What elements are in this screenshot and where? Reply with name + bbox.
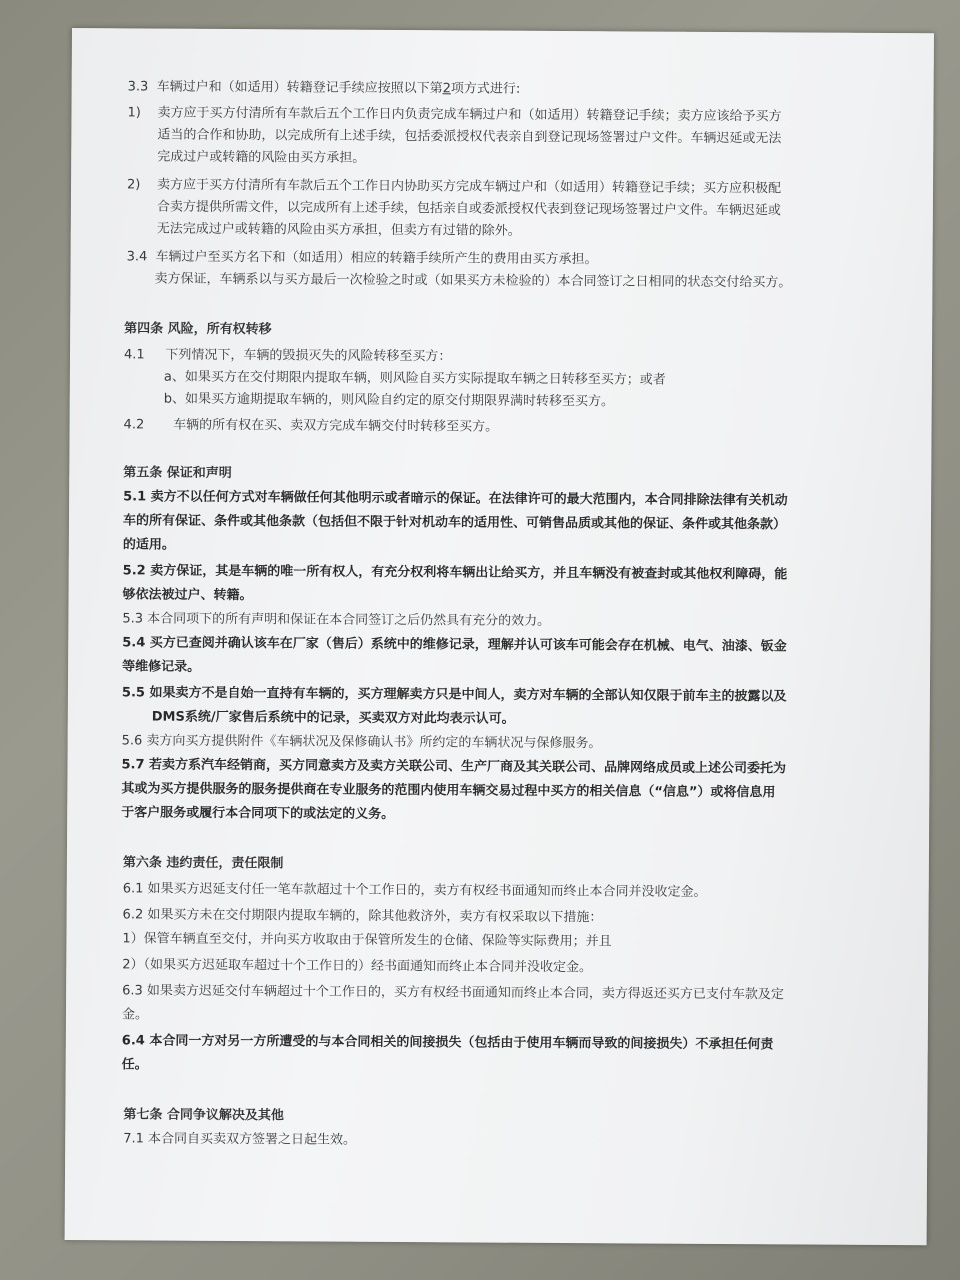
clause-6-4-line-1: 6.4 本合同一方对另一方所遭受的与本合同相关的间接损失（包括由于使用车辆而导致的间接损失）不承担任何责 <box>121 1033 774 1053</box>
clause-4-2 <box>124 416 499 436</box>
clause-5-3: 5.3 本合同项下的所有声明和保证在本合同签订之后仍然具有充分的效力。 <box>122 611 551 629</box>
option-2-line-1: 卖方应于买方付清所有车款后五个工作日内协助买方完成车辆过户和（如适用）转籍登记手续；买方应积极配 <box>156 177 782 197</box>
clause-text: 下列情况下，车辆的毁损灭失的风险转移至买方： <box>165 347 452 365</box>
clause-6-2-2: 2）（如果买方迟延取车超过十个工作日的）经书面通知而终止本合同并没收定金。 <box>122 957 593 976</box>
clause-text: 车辆的所有权在买、卖双方完成车辆交付时转移至买方。 <box>173 417 499 435</box>
option-2-number: 2) <box>126 177 141 193</box>
clause-5-5-line-1: 5.5 如果卖方不是自始一直持有车辆的，买方理解卖方只是中间人，卖方对车辆的全部认知仅限于前车主的披露以及 <box>121 685 787 705</box>
option-1-line-2: 适当的合作和协助，以完成所有上述手续，包括委派授权代表亲自到登记现场签署过户文件。车辆迟延或无法 <box>157 127 782 147</box>
clause-6-4-line-2: 任。 <box>121 1057 148 1073</box>
option-1-line-3: 完成过户或转籍的风险由买方承担。 <box>157 149 366 166</box>
option-1-line-1: 卖方应于买方付清所有车款后五个工作日内负责完成车辆过户和（如适用）转籍登记手续；卖方应该给予买方 <box>157 105 782 125</box>
clause-4-1-b: b、如果买方逾期提取车辆的，则风险自约定的原交付期限界满时转移至买方。 <box>163 391 615 410</box>
clause-7-1: 7.1 本合同自买卖双方签署之日起生效。 <box>123 1131 357 1148</box>
clause-5-4-line-2: 等维修记录。 <box>122 659 201 675</box>
clause-5-4-line-1: 5.4 买方已查阅并确认该车在厂家（售后）系统中的维修记录，理解并认可该车可能会存在机械、电气、油漆、钣金 <box>122 635 787 655</box>
clause-3-3 <box>128 78 521 98</box>
clause-3-4 <box>127 248 598 269</box>
article-4-title: 第四条 风险，所有权转移 <box>124 321 272 338</box>
clause-4-1 <box>124 346 451 366</box>
clause-6-1: 6.1 如果买方迟延支付任一笔车款超过十个工作日的，卖方有权经书面通知而终止本合同并没收定金。 <box>122 881 707 900</box>
fill-in-blank: 2 <box>442 81 451 97</box>
clause-5-2-line-2: 够依法被过户、转籍。 <box>122 587 253 604</box>
clause-5-1-line-2: 车的所有保证、条件或其他条款（包括但不限于针对机动车的适用性、可销售品质或其他的保证、条件或其他条款） <box>122 513 787 533</box>
clause-number: 3.3 <box>127 79 149 95</box>
article-5-title: 第五条 保证和声明 <box>123 465 232 481</box>
article-7-title: 第七条 合同争议解决及其他 <box>123 1107 284 1124</box>
clause-6-2-1: 1）保管车辆直至交付，并向买方收取由于保管所发生的仓储、保险等实际费用；并且 <box>122 931 612 950</box>
option-2-line-3: 无法完成过户或转籍的风险由买方承担，但卖方有过错的除外。 <box>156 221 521 239</box>
clause-6-3-line-1: 6.3 如果卖方迟延交付车辆超过十个工作日的，买方有权经书面通知而终止本合同，卖方得返还买方已支付车款及定 <box>122 983 784 1003</box>
clause-5-7-line-3: 于客户服务或履行本合同项下的或法定的义务。 <box>121 805 395 822</box>
article-6-title: 第六条 违约责任，责任限制 <box>122 855 284 872</box>
clause-4-1-a: a、如果买方在交付期限内提取车辆，则风险自买方实际提取车辆之日转移至买方；或者 <box>163 369 666 388</box>
clause-5-7-line-2: 其或为买方提供服务的服务提供商在专业服务的范围内使用车辆交易过程中买方的相关信息（“信息”）或将信息用 <box>121 781 776 801</box>
option-2-line-2: 合卖方提供所需文件，以完成所有上述手续，包括亲自或委派授权代表到登记现场签署过户文件。车辆迟延或 <box>156 199 781 219</box>
clause-5-2-line-1: 5.2 卖方保证，其是车辆的唯一所有权人，有充分权利将车辆出让给买方，并且车辆没有被查封或其他权利障碍，能 <box>122 563 788 583</box>
clause-5-5-line-2: DMS系统/厂家售后系统中的记录，买卖双方对此均表示认可。 <box>151 709 515 727</box>
option-1-number: 1) <box>127 105 141 121</box>
clause-number: 4.2 <box>123 417 145 433</box>
clause-5-6: 5.6 卖方向买方提供附件《车辆状况及保修确认书》所约定的车辆状况与保修服务。 <box>121 733 602 752</box>
clause-text-end: 项方式进行: <box>450 81 521 97</box>
clause-3-4-guarantee: 卖方保证，车辆系以与买方最后一次检验之时或（如果买方未检验的）本合同签订之日相同的状态交付给买方。 <box>154 271 792 291</box>
clause-5-1-line-3: 的适用。 <box>122 537 175 553</box>
clause-text: 车辆过户和（如适用）转籍登记手续应按照以下第 <box>156 79 443 97</box>
clause-5-7-line-1: 5.7 若卖方系汽车经销商，买方同意卖方及卖方关联公司、生产厂商及其关联公司、品牌网络成员或上述公司委托为 <box>121 757 787 777</box>
clause-6-3-line-2: 金。 <box>121 1007 149 1023</box>
clause-number: 3.4 <box>126 249 148 265</box>
clause-5-1-line-1: 5.1 卖方不以任何方式对车辆做任何其他明示或者暗示的保证。在法律许可的最大范围内，本合同排除法律有关机动 <box>123 489 788 509</box>
contract-page <box>65 28 934 1245</box>
clause-number: 4.1 <box>123 347 145 363</box>
clause-text: 车辆过户至买方名下和（如适用）相应的转籍手续所产生的费用由买方承担。 <box>155 249 598 268</box>
clause-6-2: 6.2 如果买方未在交付期限内提取车辆的，除其他救济外，卖方有权采取以下措施： <box>122 907 603 926</box>
